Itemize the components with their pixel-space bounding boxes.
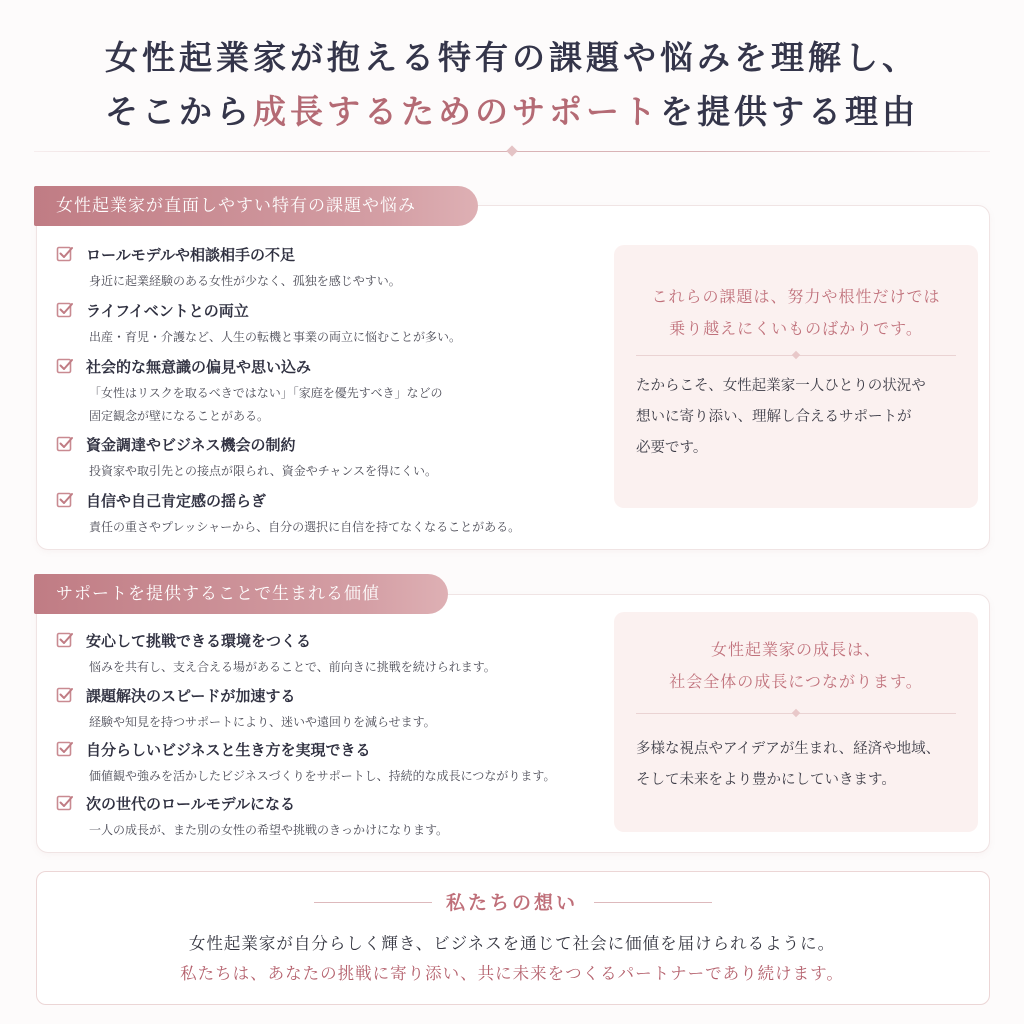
checkbox-check-icon <box>56 301 74 319</box>
side-body-line: 必要です。 <box>636 440 708 456</box>
item-description-line: 一人の成長が、また別の女性の希望や挑戦のきっかけになります。 <box>89 823 449 837</box>
item-description-line: 身近に起業経験のある女性が少なく、孤独を感じやすい。 <box>89 274 401 288</box>
item-description-line: 「女性はリスクを取るべきではない」「家庭を優先すべき」などの <box>89 386 443 400</box>
item-description-line: 価値観や強みを活かしたビジネスづくりをサポートし、持続的な成長につながります。 <box>89 769 556 783</box>
side-head-line: 社会全体の成長につながります。 <box>669 672 923 691</box>
item-description-line: 投資家や取引先との接点が限られ、資金やチャンスを得にくい。 <box>89 464 438 478</box>
item-title: 次の世代のロールモデルになる <box>86 795 295 813</box>
checkbox-check-icon <box>56 435 74 453</box>
item-description-line: 責任の重さやプレッシャーから、自分の選択に自信を持てなくなることがある。 <box>89 520 521 534</box>
item-title: 社会的な無意識の偏見や思い込み <box>86 358 312 376</box>
item-description <box>89 711 436 734</box>
checkbox-check-icon <box>56 357 74 375</box>
item-description <box>89 819 448 842</box>
item-description <box>89 656 496 679</box>
checkbox-check-icon <box>56 686 74 704</box>
item-description <box>89 270 401 293</box>
checkbox-check-icon <box>56 631 74 649</box>
page-title-line-2 <box>0 86 1024 133</box>
side-body-line: 想いに寄り添い、理解し合えるサポートが <box>636 409 912 425</box>
checkbox-check-icon <box>56 245 74 263</box>
title-pre: そこから <box>105 92 253 131</box>
side-body <box>636 734 966 796</box>
side-body-line: たからこそ、女性起業家一人ひとりの状況や <box>636 378 926 394</box>
title-post: を提供する理由 <box>660 92 919 131</box>
closing-line-1: 女性起業家が自分らしく輝き、ビジネスを通じて社会に価値を届けられるように。 <box>188 934 836 953</box>
item-description-line: 固定観念が壁になることがある。 <box>89 409 270 423</box>
item-title: 資金調達やビジネス機会の制約 <box>86 436 296 454</box>
side-head-line: 乗り越えにくいものばかりです。 <box>669 319 923 338</box>
diamond-icon <box>506 145 517 156</box>
item-description-line: 悩みを共有し、支え合える場があることで、前向きに挑戦を続けられます。 <box>89 660 496 674</box>
item-title: 自信や自己肯定感の揺らぎ <box>86 492 267 510</box>
challenges-side-box <box>614 245 978 508</box>
checkbox-check-icon <box>56 491 74 509</box>
checkbox-check-icon <box>56 740 74 758</box>
side-head-line: これらの課題は、努力や根性だけでは <box>651 287 941 306</box>
side-head-line: 女性起業家の成長は、 <box>710 640 881 659</box>
closing-title: 私たちの想い <box>445 892 578 914</box>
item-description <box>89 765 555 788</box>
item-description <box>89 382 443 428</box>
title-accent: 成長するためのサポート <box>253 92 660 131</box>
side-head <box>614 281 978 345</box>
item-description <box>89 326 461 349</box>
value-side-box <box>614 612 978 832</box>
item-description <box>89 516 520 539</box>
item-title: 課題解決のスピードが加速する <box>86 687 296 705</box>
side-body-line: 多様な視点やアイデアが生まれ、経済や地域、 <box>636 741 941 757</box>
item-title: ライフイベントとの両立 <box>86 302 249 320</box>
section-label-challenges: 女性起業家が直面しやすい特有の課題や悩み <box>34 186 478 226</box>
side-divider <box>636 713 956 714</box>
item-title: 安心して挑戦できる環境をつくる <box>86 632 312 650</box>
item-title: 自分らしいビジネスと生き方を実現できる <box>86 741 371 759</box>
item-description-line: 経験や知見を持つサポートにより、迷いや遠回りを減らせます。 <box>89 715 436 729</box>
side-body-line: そして未来をより豊かにしていきます。 <box>636 772 896 788</box>
closing-line-2: 私たちは、あなたの挑戦に寄り添い、共に未来をつくるパートナーであり続けます。 <box>180 964 844 983</box>
item-description-line: 出産・育児・介護など、人生の転機と事業の両立に悩むことが多い。 <box>89 330 462 344</box>
checkbox-check-icon <box>56 794 74 812</box>
section-label-value: サポートを提供することで生まれる価値 <box>34 574 448 614</box>
page-title-line-1: 女性起業家が抱える特有の課題や悩みを理解し、 <box>105 38 919 77</box>
side-body <box>636 371 966 464</box>
side-head <box>614 634 978 698</box>
item-title: ロールモデルや相談相手の不足 <box>86 246 295 264</box>
item-description <box>89 460 437 483</box>
side-divider <box>636 355 956 356</box>
